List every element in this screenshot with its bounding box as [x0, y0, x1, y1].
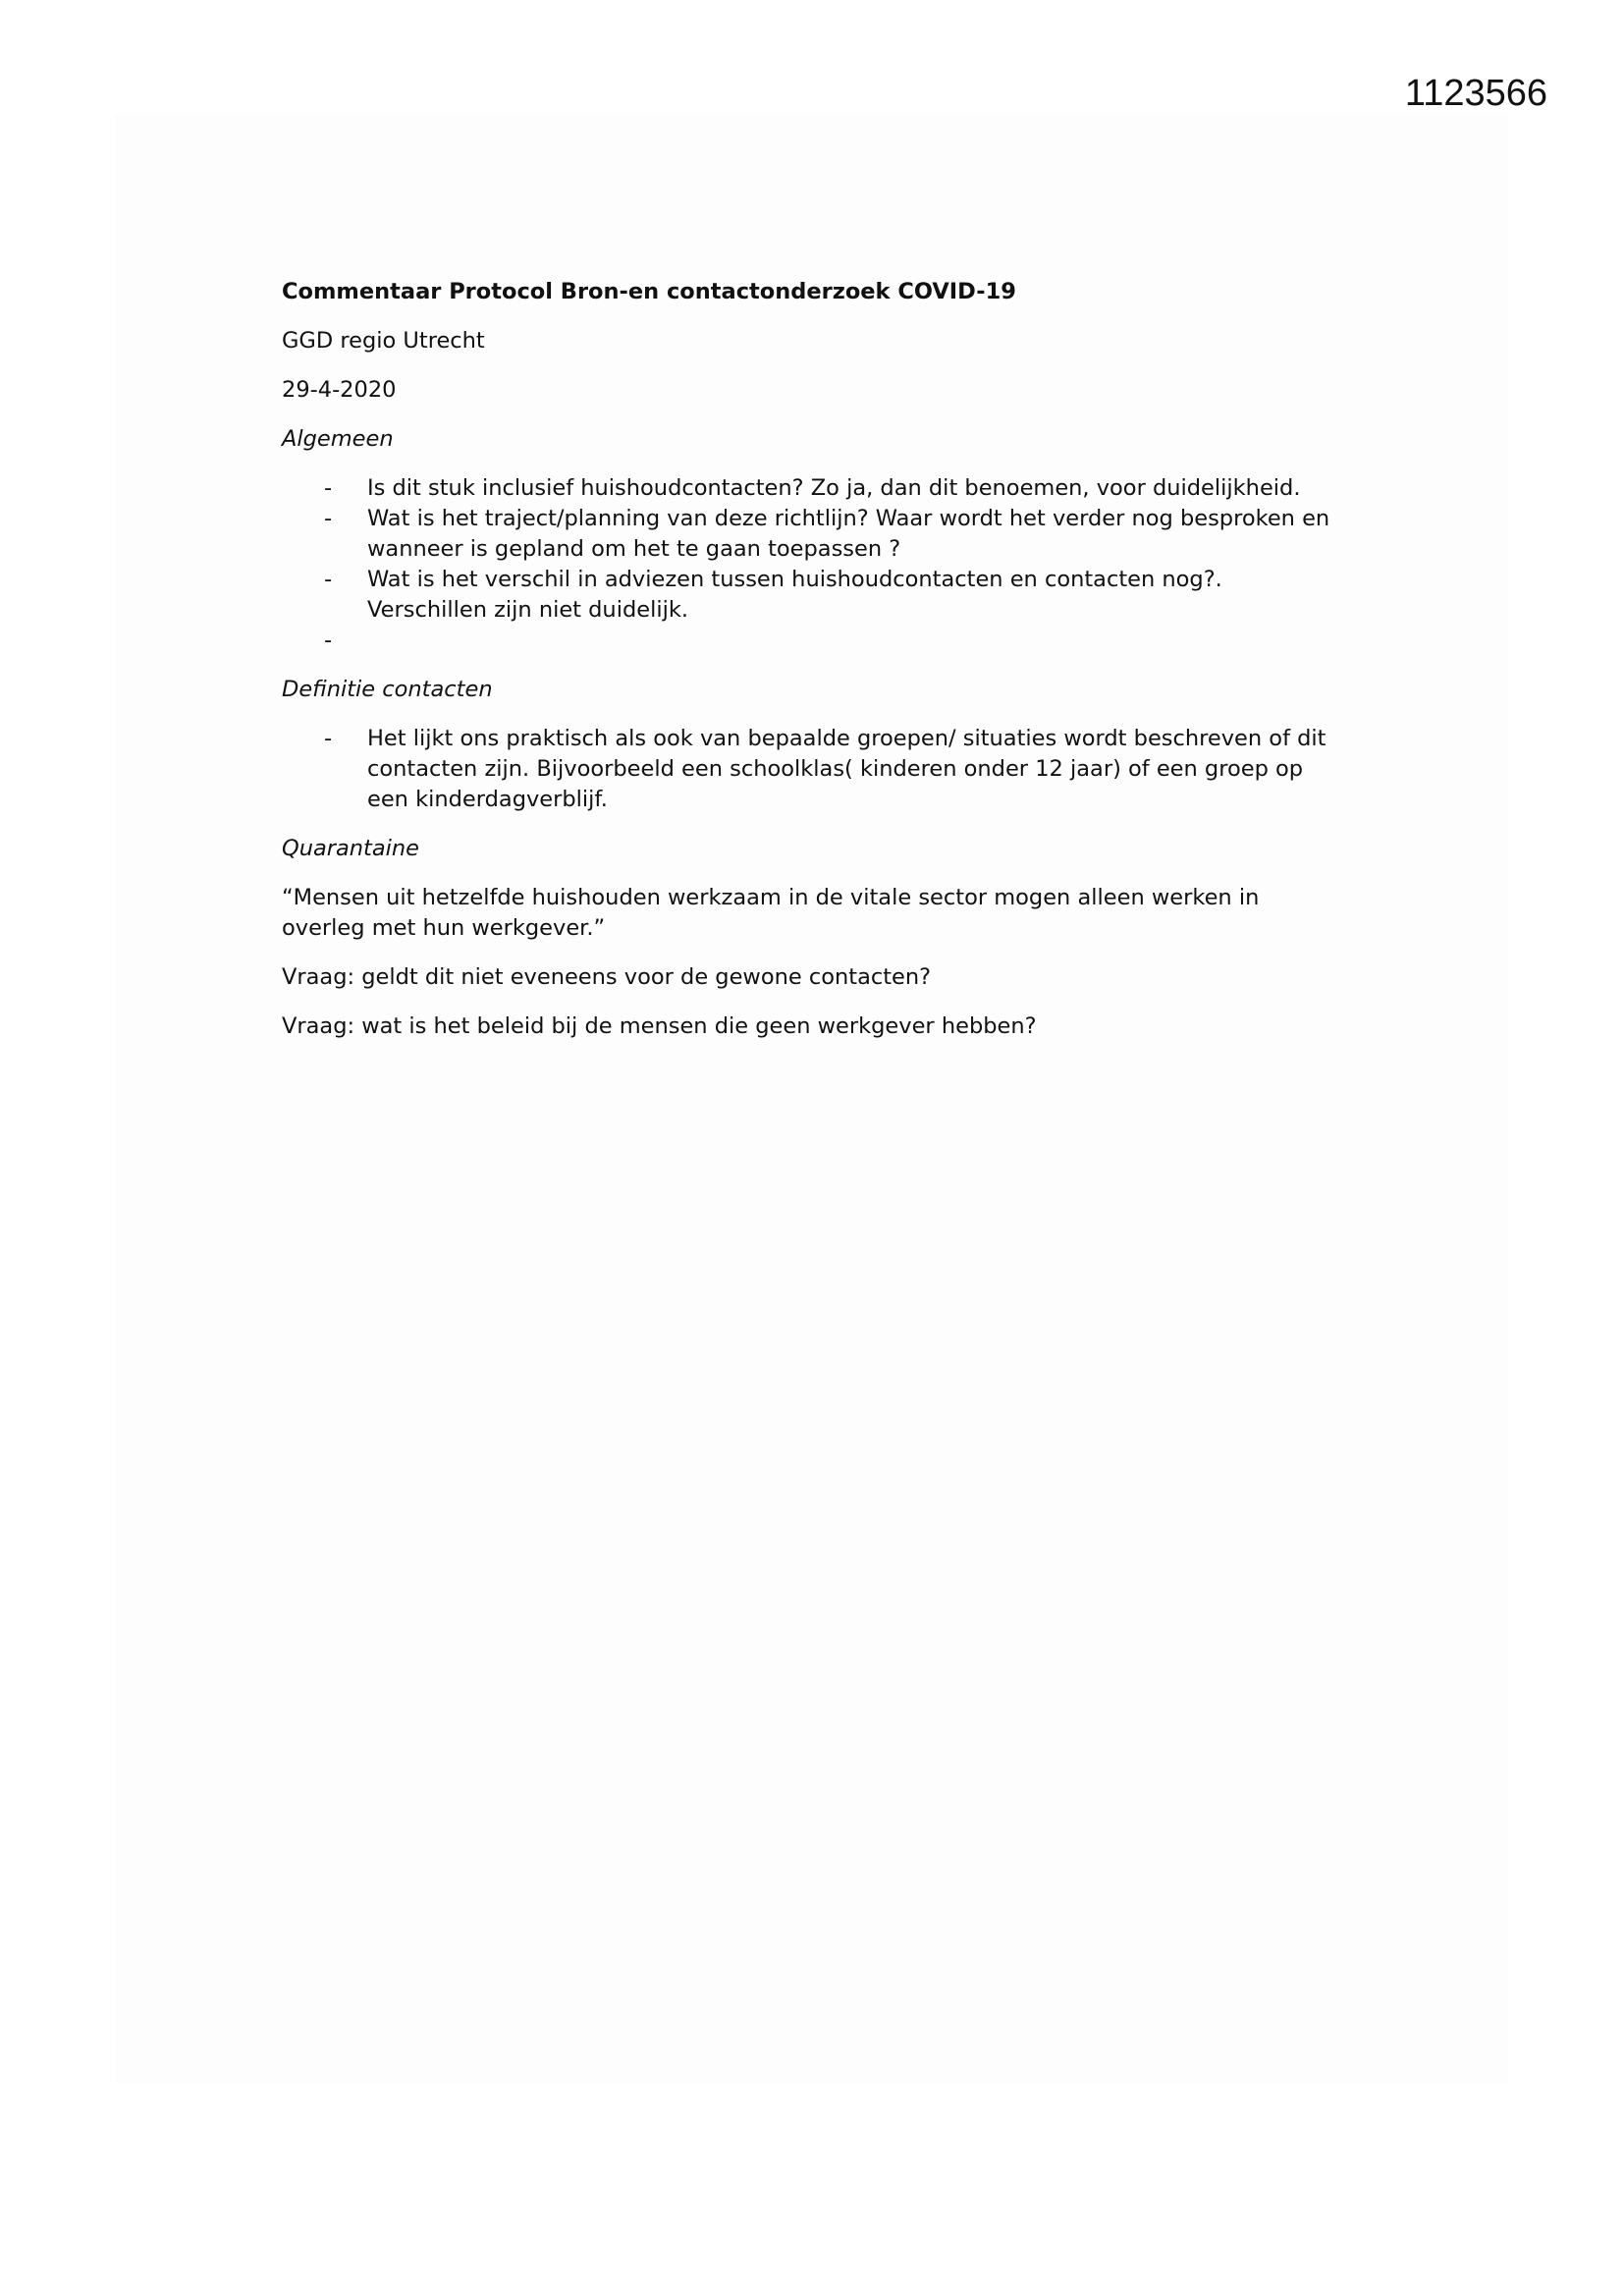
section-heading-definitie-contacten: Definitie contacten [282, 677, 493, 702]
document-body [282, 277, 1342, 1061]
list-item-text: Is dit stuk inclusief huishoudcontacten? Zo ja, dan dit benoemen, voor duidelijkheid. [367, 475, 1301, 501]
section-heading-algemeen: Algemeen [282, 426, 394, 452]
list-item-text: Wat is het verschil in adviezen tussen huishoudcontacten en contacten nog?. Verschillen zijn niet duidelijk. [367, 567, 1222, 623]
list-item [282, 724, 1342, 815]
bullet-list-definitie-contacten [282, 724, 1342, 815]
list-item-text: Wat is het traject/planning van deze richtlijn? Waar wordt het verder nog besproken en wanneer is gepland om het te gaan toepassen ? [367, 506, 1330, 562]
dash-bullet-icon: - [324, 475, 333, 501]
question-paragraph: Vraag: geldt dit niet eveneens voor de gewone contacten? [282, 964, 932, 990]
dash-bullet-icon: - [324, 506, 333, 531]
list-item-empty [282, 626, 1342, 656]
document-number: 1123566 [1404, 73, 1547, 114]
quote-paragraph: “Mensen uit hetzelfde huishouden werkzaam in de vitale sector mogen alleen werken in overleg met hun werkgever.” [282, 885, 1260, 941]
section-heading-quarantaine: Quarantaine [282, 836, 420, 861]
question-paragraph: Vraag: wat is het beleid bij de mensen die geen werkgever hebben? [282, 1013, 1037, 1039]
list-item [282, 473, 1342, 504]
dash-bullet-icon: - [324, 726, 333, 751]
bullet-list-algemeen [282, 473, 1342, 656]
document-date: 29-4-2020 [282, 377, 397, 403]
dash-bullet-icon: - [324, 567, 333, 592]
list-item [282, 565, 1342, 626]
list-item-text: Het lijkt ons praktisch als ook van bepaalde groepen/ situaties wordt beschreven of dit contacten zijn. Bijvoorbeeld een schoolklas( kinderen onder 12 jaar) of een groep op een kinderdagverblijf. [367, 726, 1326, 812]
dash-bullet-icon: - [324, 628, 333, 653]
document-title: Commentaar Protocol Bron-en contactonderzoek COVID-19 [282, 279, 1016, 304]
list-item [282, 504, 1342, 565]
organization: GGD regio Utrecht [282, 328, 485, 354]
